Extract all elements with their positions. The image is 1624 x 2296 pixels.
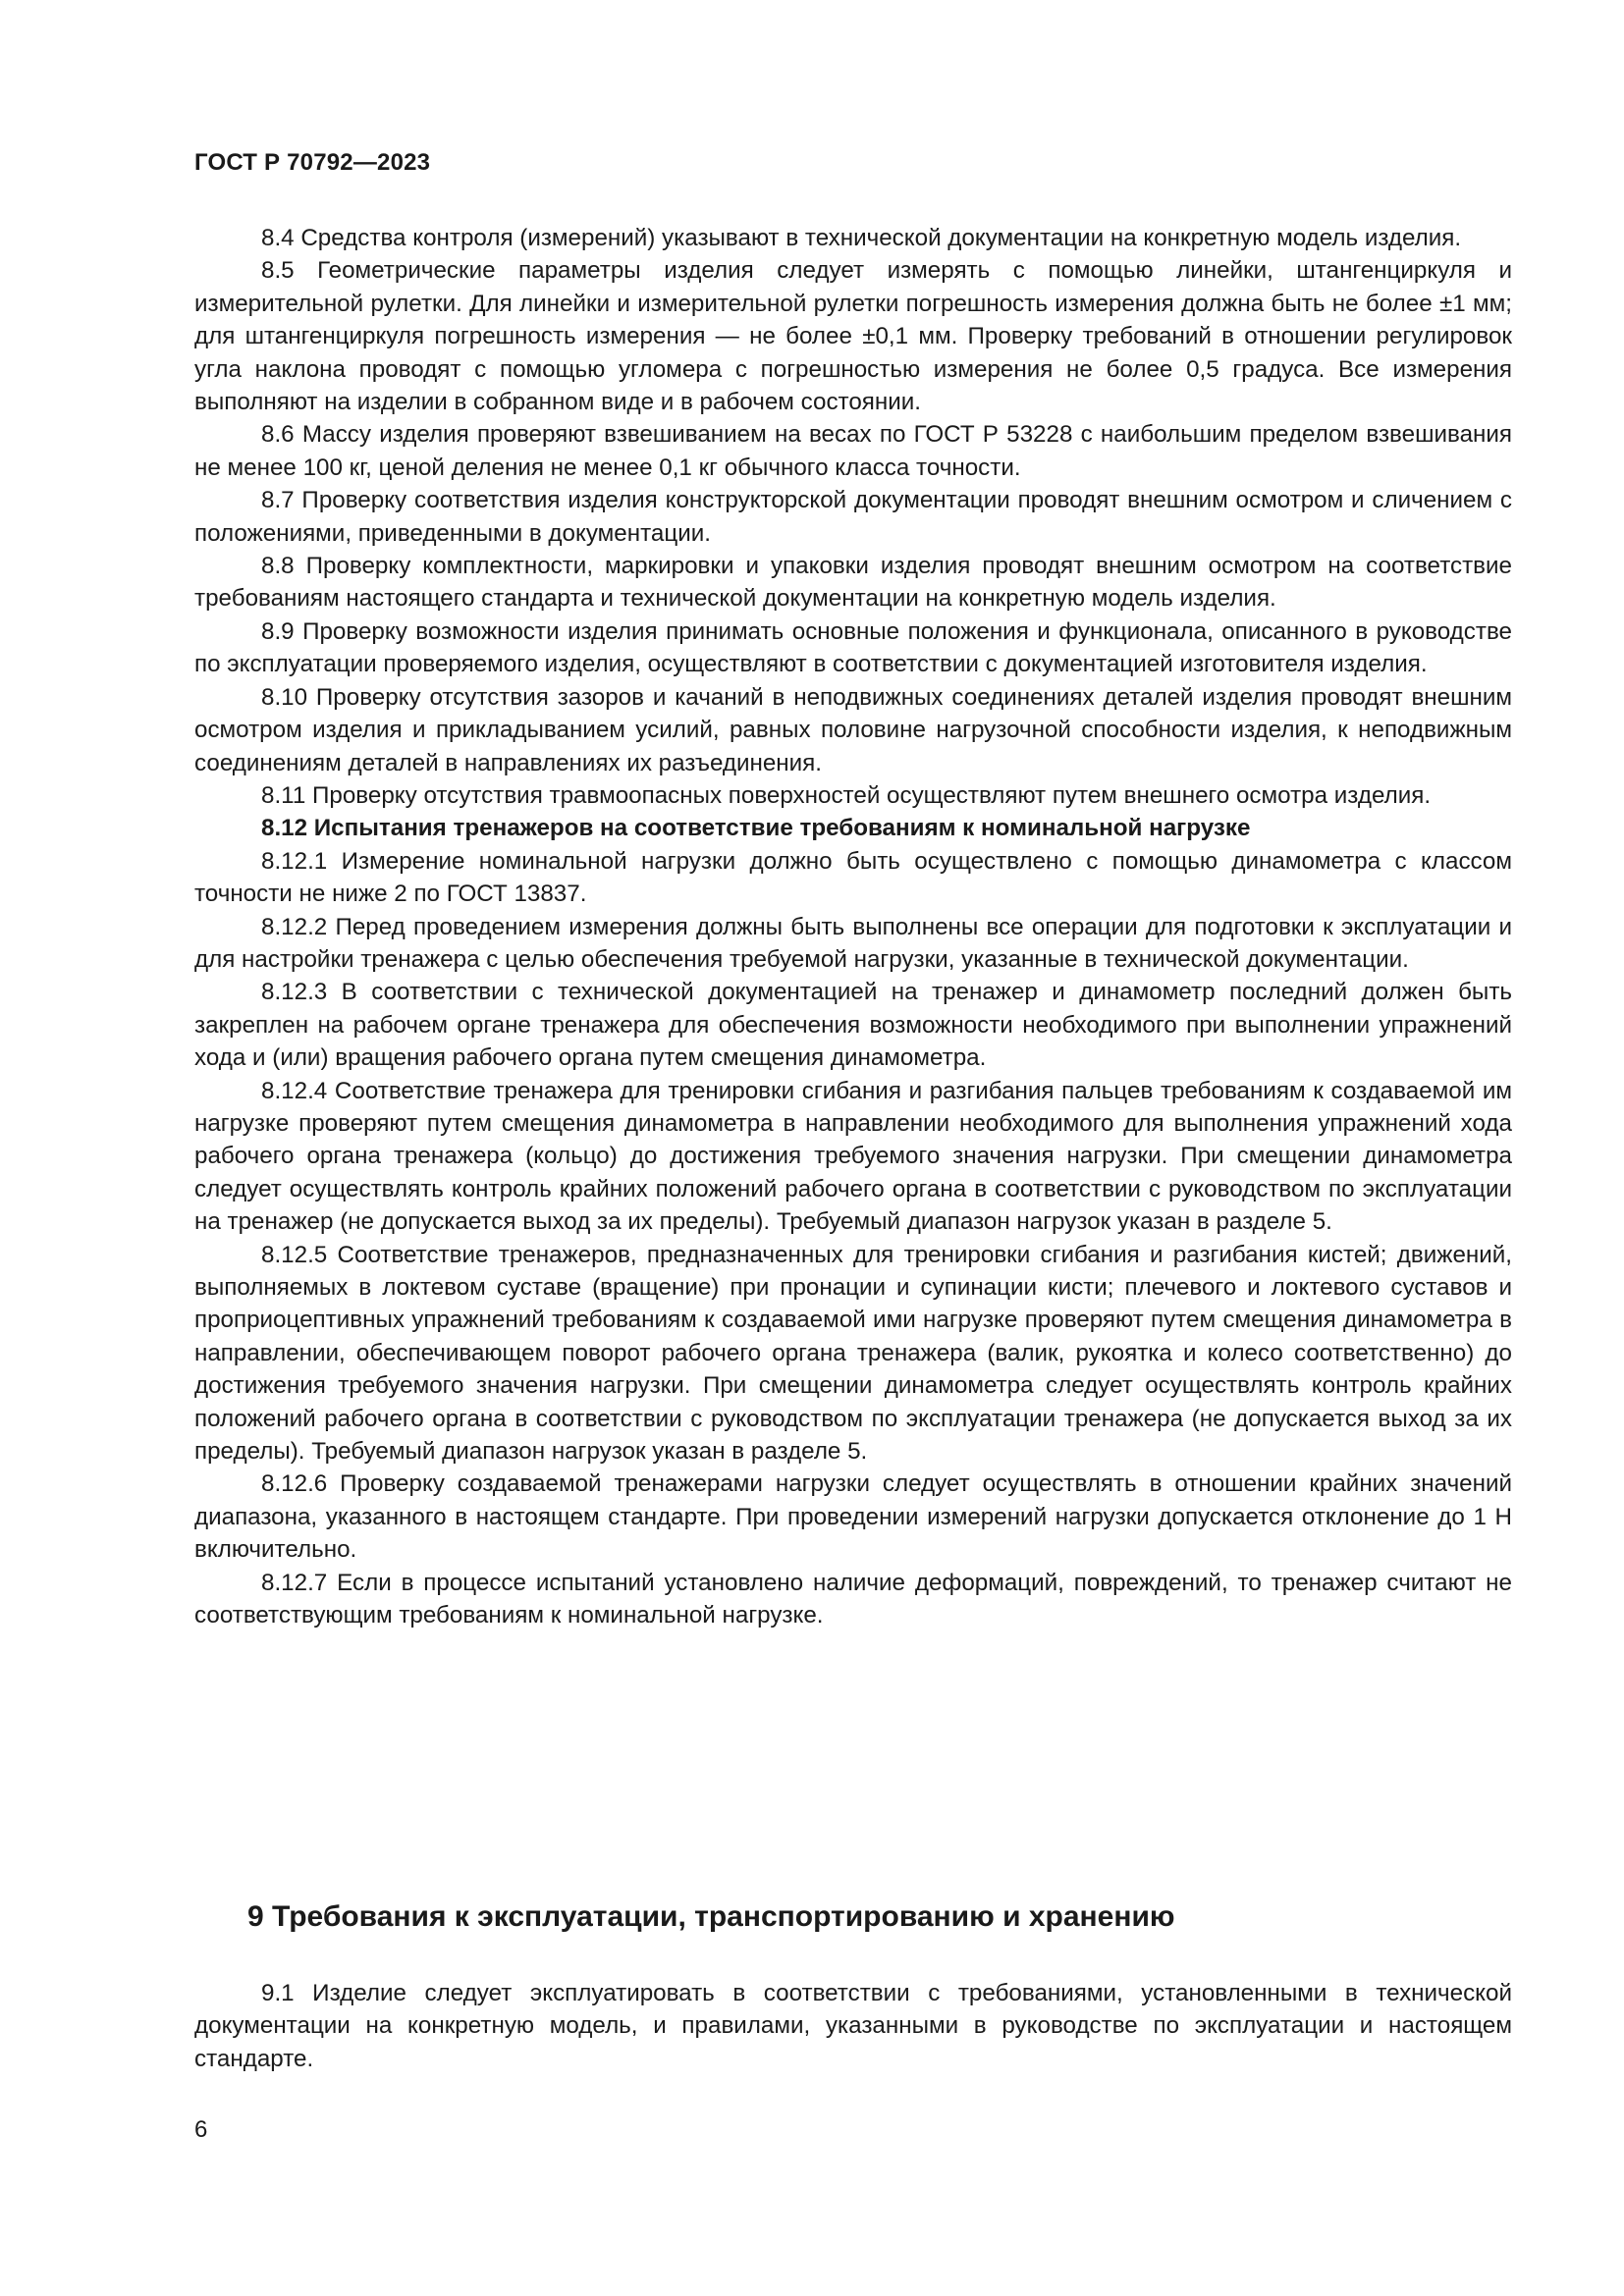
paragraph-9-1: 9.1 Изделие следует эксплуатировать в соответствии с требованиями, установленными в технической документации на конкретную модель, и правилами, указанными в руководстве по эксплуатации и настоящем стандарте. <box>194 1980 1512 2072</box>
paragraph-8-8: 8.8 Проверку комплектности, маркировки и упаковки изделия проводят внешним осмотром на соответствие требованиям настоящего стандарта и технической документации на конкретную модель изделия. <box>194 553 1512 613</box>
paragraph-8-5: 8.5 Геометрические параметры изделия следует измерять с помощью линейки, штангенциркуля и измерительной рулетки. Для линейки и измерительной рулетки погрешность измерения должна быть не более ±1 мм; для штангенциркуля погрешность измерения — не более ±0,1 мм. Проверку требований в отношении регулировок угла наклона проводят с помощью угломера с погрешностью измерения не более 0,5 градуса. Все измерения выполняют на изделии в собранном виде и в рабочем состоянии. <box>194 257 1512 416</box>
section-8-body <box>194 222 1512 1631</box>
section-9-title: 9 Требования к эксплуатации, транспортированию и хранению <box>247 1900 1175 1933</box>
paragraph-8-11: 8.11 Проверку отсутствия травмоопасных поверхностей осуществляют путем внешнего осмотра изделия. <box>261 781 1432 809</box>
paragraph-8-12-5: 8.12.5 Соответствие тренажеров, предназначенных для тренировки сгибания и разгибания кистей; движений, выполняемых в локтевом суставе (вращение) при пронации и супинации кисти; плечевого и локтевого суставов и проприоцептивных упражнений требованиям к создаваемой ими нагрузке проверяют путем смещения динамометра в направлении, обеспечивающем поворот рабочего органа тренажера (валик, рукоятка и колесо соответственно) до достижения требуемого значения нагрузки. При смещении динамометра следует осуществлять контроль крайних положений рабочего органа в соответствии с руководством по эксплуатации тренажера (не допускается выход за их пределы). Требуемый диапазон нагрузок указан в разделе 5. <box>194 1241 1512 1466</box>
paragraph-8-12-1: 8.12.1 Измерение номинальной нагрузки должно быть осуществлено с помощью динамометра с классом точности не ниже 2 по ГОСТ 13837. <box>194 847 1512 908</box>
paragraph-8-7: 8.7 Проверку соответствия изделия конструкторской документации проводят внешним осмотром и сличением с положениями, приведенными в документации. <box>194 487 1512 547</box>
section-9-body <box>194 1977 1512 2075</box>
page-number: 6 <box>194 2116 208 2143</box>
paragraph-8-4: 8.4 Средства контроля (измерений) указывают в технической документации на конкретную модель изделия. <box>261 225 1462 251</box>
paragraph-8-6: 8.6 Массу изделия проверяют взвешиванием на весах по ГОСТ Р 53228 с наибольшим пределом взвешивания не менее 100 кг, ценой деления не менее 0,1 кг обычного класса точности. <box>194 421 1512 481</box>
paragraph-8-12-6: 8.12.6 Проверку создаваемой тренажерами нагрузки следует осуществлять в отношении крайних значений диапазона, указанного в настоящем стандарте. При проведении измерений нагрузки допускается отклонение до 1 Н включительно. <box>194 1470 1512 1564</box>
paragraph-8-12-4: 8.12.4 Соответствие тренажера для тренировки сгибания и разгибания пальцев требованиям к создаваемой им нагрузке проверяют путем смещения динамометра в направлении необходимого для выполнения упражнений хода рабочего органа тренажера (кольцо) до достижения требуемого значения нагрузки. При смещении динамометра следует осуществлять контроль крайних положений рабочего органа в соответствии с руководством по эксплуатации на тренажер (не допускается выход за их пределы). Требуемый диапазон нагрузок указан в разделе 5. <box>194 1077 1512 1236</box>
subheading-8-12: 8.12 Испытания тренажеров на соответствие требованиям к номинальной нагрузке <box>261 815 1251 842</box>
paragraph-8-9: 8.9 Проверку возможности изделия принимать основные положения и функционала, описанного в руководстве по эксплуатации проверяемого изделия, осуществляют в соответствии с документацией изготовителя изделия. <box>194 617 1512 678</box>
paragraph-8-12-3: 8.12.3 В соответствии с технической документацией на тренажер и динамометр последний должен быть закреплен на рабочем органе тренажера для обеспечения возможности необходимого при выполнении упражнений хода и (или) вращения рабочего органа путем смещения динамометра. <box>194 979 1512 1072</box>
paragraph-8-10: 8.10 Проверку отсутствия зазоров и качаний в неподвижных соединениях деталей изделия проводят внешним осмотром изделия и прикладыванием усилий, равных половине нагрузочной способности изделия, к неподвижным соединениям деталей в направлениях их разъединения. <box>194 683 1512 776</box>
document-header: ГОСТ Р 70792—2023 <box>194 149 431 176</box>
paragraph-8-12-2: 8.12.2 Перед проведением измерения должны быть выполнены все операции для подготовки к эксплуатации и для настройки тренажера с целью обеспечения требуемой нагрузки, указанные в технической документации. <box>194 913 1512 973</box>
paragraph-8-12-7: 8.12.7 Если в процессе испытаний установлено наличие деформаций, повреждений, то тренажер считают не соответствующим требованиям к номинальной нагрузке. <box>194 1569 1512 1629</box>
